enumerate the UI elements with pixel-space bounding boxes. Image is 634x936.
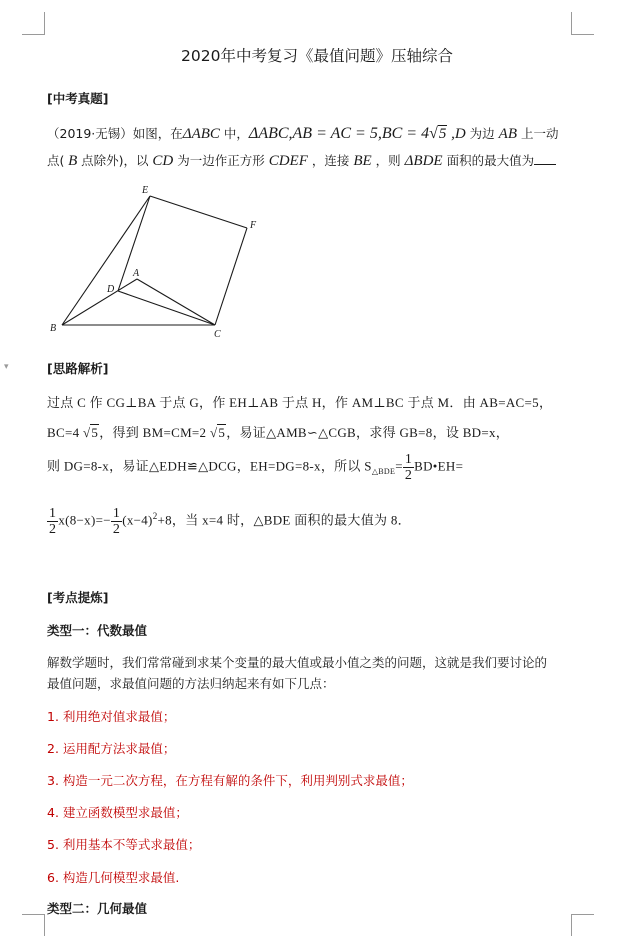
analysis-text: BC=4 bbox=[47, 425, 80, 440]
analysis-text: BD•EH= bbox=[414, 458, 464, 474]
fraction-denominator: 2 bbox=[112, 522, 121, 537]
type1-heading: 类型一：代数最值 bbox=[47, 623, 148, 638]
answer-blank bbox=[534, 152, 556, 165]
math-b: B bbox=[64, 153, 82, 169]
math-be: BE bbox=[353, 153, 372, 169]
fraction-numerator: 1 bbox=[404, 452, 413, 467]
math-bde: ΔBDE bbox=[404, 153, 443, 169]
fraction-half bbox=[403, 452, 414, 483]
problem-text: 为一边作正方形 bbox=[173, 153, 269, 168]
method-item-6: 6. 构造几何模型求最值. bbox=[47, 870, 180, 885]
crop-mark-bottom-right bbox=[571, 914, 594, 936]
crop-mark-top-left bbox=[22, 12, 45, 35]
label-c: C bbox=[214, 329, 221, 340]
margin-marker: ▾ bbox=[4, 362, 9, 372]
fraction-half bbox=[47, 506, 58, 537]
section-heading-silu: [思路解析] bbox=[47, 361, 109, 376]
analysis-text: +8，当 x=4 时，△BDE 面积的最大值为 8． bbox=[157, 512, 411, 528]
analysis-text: = bbox=[395, 458, 403, 474]
section-heading-zhenti: [中考真题] bbox=[47, 91, 109, 106]
problem-text: （2019·无锡）如图，在 bbox=[47, 126, 183, 141]
problem-text: 中， bbox=[219, 126, 249, 141]
analysis-text: x(8−x)=− bbox=[58, 512, 111, 528]
subscript-bde: △BDE bbox=[371, 467, 396, 477]
problem-line-2 bbox=[47, 151, 556, 170]
crop-mark-bottom-left bbox=[22, 914, 45, 936]
label-a: A bbox=[133, 268, 140, 279]
fraction-numerator: 1 bbox=[49, 506, 57, 521]
fraction-denominator: 2 bbox=[49, 522, 57, 537]
math-triangle-abc: ΔABC bbox=[182, 126, 220, 142]
method-item-5: 5. 利用基本不等式求最值； bbox=[47, 837, 201, 852]
type1-intro-line-2: 最值问题，求最值问题的方法归纳起来有如下几点： bbox=[47, 676, 335, 691]
fraction-denominator: 2 bbox=[404, 468, 413, 483]
crop-mark-top-right bbox=[571, 12, 594, 35]
analysis-text: (x−4) bbox=[122, 512, 153, 528]
analysis-text: ，易证△AMB∽△CGB，求得 GB=8，设 BD=x， bbox=[226, 425, 510, 440]
segment-ef bbox=[150, 196, 247, 228]
sqrt-expression: √5 bbox=[82, 425, 99, 440]
method-item-1: 1. 利用绝对值求最值； bbox=[47, 709, 176, 724]
geometry-figure bbox=[40, 178, 280, 346]
label-b: B bbox=[50, 323, 57, 334]
problem-text: ，连接 bbox=[307, 153, 354, 168]
analysis-text: ，得到 BM=CM=2 bbox=[99, 425, 207, 440]
superscript-two: 2 bbox=[152, 511, 158, 522]
fraction-numerator: 1 bbox=[112, 506, 121, 521]
math-point-d: ,D bbox=[447, 126, 466, 142]
sqrt-expression: √5 bbox=[209, 425, 226, 440]
type2-heading: 类型二：几何最值 bbox=[47, 901, 148, 916]
method-item-2: 2. 运用配方法求最值； bbox=[47, 741, 176, 756]
problem-text: 点除外)，以 bbox=[81, 153, 153, 168]
method-item-4: 4. 建立函数模型求最值； bbox=[47, 805, 188, 820]
problem-text: 面积的最大值为 bbox=[442, 153, 535, 168]
method-item-3: 3. 构造一元二次方程，在方程有解的条件下，利用判别式求最值； bbox=[47, 773, 413, 788]
problem-text: 为边 bbox=[465, 126, 499, 141]
sqrt-radicand: 5 bbox=[218, 425, 226, 440]
label-d: D bbox=[107, 284, 115, 295]
analysis-line-1: 过点 C 作 CG⊥BA 于点 G，作 EH⊥AB 于点 H，作 AM⊥BC 于点 M．由 AB=AC=5， bbox=[47, 395, 553, 410]
sqrt-radicand: 5 bbox=[438, 126, 447, 142]
math-cdef: CDEF bbox=[268, 153, 308, 169]
problem-text: ，则 bbox=[371, 153, 405, 168]
problem-text: 点( bbox=[47, 153, 65, 168]
analysis-line-2 bbox=[47, 422, 509, 441]
fraction-half bbox=[111, 506, 122, 537]
math-condition: ΔABC,AB = AC = 5,BC = 4 bbox=[248, 125, 430, 142]
segment-fc bbox=[215, 228, 247, 325]
type1-intro-line-1: 解数学题时，我们常常碰到求某个变量的最大值或最小值之类的问题，这就是我们要讨论的 bbox=[47, 655, 548, 670]
problem-text: 上一动 bbox=[516, 126, 559, 141]
segment-be bbox=[62, 196, 150, 325]
sqrt-radicand: 5 bbox=[91, 425, 99, 440]
segment-ba bbox=[62, 279, 137, 325]
label-f: F bbox=[250, 220, 257, 231]
problem-line-1 bbox=[47, 124, 558, 143]
section-heading-kaodian: [考点提炼] bbox=[47, 590, 109, 605]
math-ab: AB bbox=[498, 126, 517, 142]
analysis-line-4 bbox=[47, 506, 411, 537]
label-e: E bbox=[142, 185, 149, 196]
analysis-line-3 bbox=[47, 452, 463, 483]
sqrt-expression: √5 bbox=[429, 125, 447, 142]
analysis-text: 则 DG=8-x，易证△EDH≌△DCG，EH=DG=8-x，所以 S bbox=[47, 458, 372, 474]
document-title: 2020年中考复习《最值问题》压轴综合 bbox=[181, 47, 453, 65]
math-cd: CD bbox=[152, 153, 174, 169]
